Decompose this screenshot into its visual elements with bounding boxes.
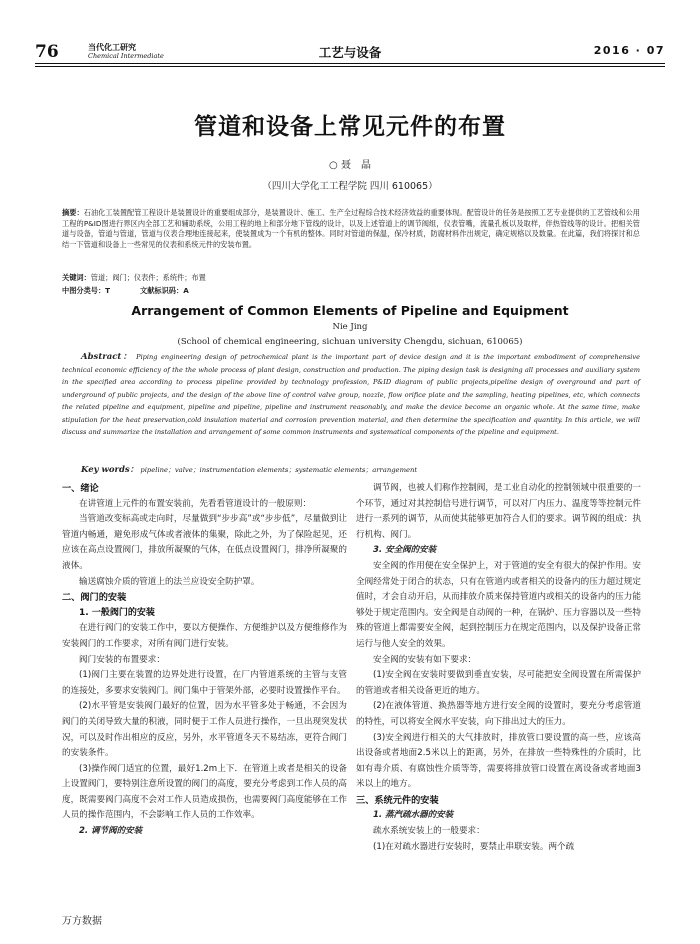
keywords-en: Key words： pipeline；valve；instrumentation elements；systematic elements；arrangement [81,465,418,475]
paragraph: 当管道改变标高或走向时，尽量做到“步步高”或“步步低”，尽量做到让管道内畅通，避免形成气体或者液体的集聚，除此之外，为了保险起见，还应该在高点设置阀门，排放所凝聚的气体，在低点设置阀门，排净所凝聚的液体。 [62,514,347,571]
page-number: 76 [35,42,59,62]
body-column-left [62,481,347,840]
journal-name-cn: 当代化工研究 [88,43,136,52]
paragraph: (3)安全阀进行相关的大气排放时，排放管口要设置的高一些，应该高出设备或者地面2.5米以上的距离，另外，在排放一些特殊性的介质时，比如有毒介质、有腐蚀性介质等等，需要将排放管口设置在离设备或者地面3米以上的地方。 [356,732,641,790]
paragraph: 在讲管道上元件的布置安装前，先看看管道设计的一般原则： [79,498,312,509]
abstract-en-text: Piping engineering design of petrochemical plant is the important part of device design and it is the important embodiment of comprehensive technical economic efficiency of the the whole process of plant design, construction and production. The piping design task is designing all processes and auxiliary system in the specified area according to process pipeline provided by technology profession, P&ID diagram of public projects,pipeline design of overground and part of underground of public projects, and the design of the above line of control valve group, nozzle, flow orifice plate and the sampling, heating pipelines, etc, which connects the related pipeline and equipment, pipeline and pipeline, pipeline and instrument reasonably, and make the device become an organic whole. At the same time, make stipulation for the heat preservation,cold insulation material and corrosion prevention material, and then determine the specification and quantity. In this article, we will discuss and summarize the installation and arrangement of some common instruments and systematical components of the pipeline and equipment. [62,353,640,436]
keywords-cn-text: 管道；阀门；仪表件；系统件；布置 [90,273,206,282]
header-rule-thin [35,66,665,67]
subheading-general-valve: 1. 一般阀门的安装 [79,607,155,618]
heading-valve-installation: 二、阀门的安装 [62,592,127,604]
paragraph: 阀门安装的布置要求： [79,654,165,665]
abstract-cn-label: 摘要： [62,208,84,217]
document-code-value: A [183,286,189,295]
author-cn: ○ 聂 晶 [329,160,371,171]
footer-watermark: 万方数据 [62,916,102,927]
paragraph: 调节阀，也被人们称作控制阀，是工业自动化的控制领域中很重要的一个环节，通过对其控制信号进行调节，可以对厂内压力、温度等等控制元件进行一系列的调节，从而使其能够更加符合人们的要求。调节阀的组成：执行机构、阀门。 [356,483,641,540]
paragraph: 安全阀的安装有如下要求： [373,654,477,665]
abstract-en: Abstract： Piping engineering design of petrochemical plant is the important part of device design and it is the important embodiment of comprehensive technical economic efficiency of the the whole process of plant design, construction and production. The piping design task is designing all processes and auxiliary system in the specified area according to process pipeline provided by technology profession, P&ID diagram of public projects,pipeline design of overground and part of underground of public projects, and the design of the above line of control valve group, nozzle, flow orifice plate and the sampling, heating pipelines, etc, which connects the related pipeline and equipment, pipeline and pipeline, pipeline and instrument reasonably, and make the device become an organic whole. At the same time, make stipulation for the heat preservation,cold insulation material and corrosion prevention material, and then determine the specification and quantity. In this article, we will discuss and summarize the installation and arrangement of some common instruments and systematical components of the pipeline and equipment. [62,352,640,436]
header-rule [35,63,665,64]
paragraph: (2)在液体管道、换热器等地方进行安全阀的设置时，要充分考虑管道的特性，可以将安全阀水平安装，向下排出过大的压力。 [356,701,641,727]
section-heading: 工艺与设备 [318,45,382,60]
paragraph: (1)阀门主要在装置的边界处进行设置，在厂内管道系统的主管与支管的连接处，多要求安装阀门。阀门集中于管架外部，必要时设置操作平台。 [62,670,347,696]
paragraph: (3)操作阀门适宜的位置，最好1.2m上下．在管道上或者是相关的设备上设置阀门，要特别注意所设置的阀门的高度，要充分考虑到工作人员的高度，既需要阀门高度不会对工作人员造成损伤，也需要阀门高度能够在工作人员的操作范围内，不会影响工作人员的工作效率。 [62,763,347,821]
abstract-cn [62,208,640,251]
author-en: Nie Jing [332,322,368,332]
subheading-steam-trap: 1. 蒸汽疏水器的安装 [373,810,454,821]
paragraph: 在进行阀门的安装工作中，要以方便操作、方便维护以及方便维修作为安装阀门的工作要求，对所有阀门进行安装。 [62,623,347,649]
subheading-safety-valve: 3. 安全阀的安装 [373,545,437,556]
paper-title-en: Arrangement of Common Elements of Pipeline and Equipment [131,303,569,318]
classification-value: T [105,286,111,295]
affiliation-cn: （四川大学化工工程学院 四川 610065） [262,181,438,192]
affiliation-en: (School of chemical engineering, sichuan university Chengdu, sichuan, 610065) [177,337,523,347]
heading-system-elements: 三、系统元件的安装 [356,794,439,806]
paragraph: (2)水平管是安装阀门最好的位置，因为水平管多处于畅通，不会因为阀门的关闭导致大量的积液，同时便于工作人员进行操作，一旦出现突发状况，可以及时作出相应的反应，另外，水平管道冬天不易结冻，更符合阀门的安装条件。 [62,701,347,759]
keywords-en-label: Key words [81,465,130,475]
journal-name-en: Chemical Intermediate [88,52,164,60]
abstract-cn-text: 石油化工装置配管工程设计是装置设计的重要组成部分，是装置设计、施工、生产全过程综合技术经济效益的重要体现。配管设计的任务是按照工艺专业提供的工艺管线和公用工程的P&ID图进行界区内全部工艺和辅助系统，公用工程的地上和部分地下管线的设计，以及上述管道上的调节阀组，仪表管嘴，流量孔板以及取样，伴热管线等的设计。把相关管道与设备，管道与管道，管道与仪表合理地连接起来，使装置成为一个有机的整体。同时对管道的保温，保冷材质，防腐材料作出规定，确定规格以及数量。在此篇，我们将探讨和总结一下管道和设备上一些常见的仪表和系统元件的安装布置。 [62,208,640,250]
paragraph: (1)安全阀在安装时要做到垂直安装，尽可能把安全阀设置在所需保护的管道或者相关设备更近的地方。 [356,670,641,696]
keywords-en-text: pipeline；valve；instrumentation elements；systematic elements；arrangement [140,466,418,474]
document-code-label: 文献标识码： [140,286,184,295]
classification-label: 中图分类号： [62,286,106,295]
issue-number: 2016 · 07 [593,44,665,57]
paragraph: (1)在对疏水器进行安装时，要禁止串联安装。两个疏 [373,841,575,852]
paper-title-cn: 管道和设备上常见元件的布置 [194,114,506,140]
classification [62,286,640,296]
paragraph: 安全阀的作用便在安全保护上，对于管道的安全有很大的保护作用。安全阀经常处于闭合的状态，只有在管道内或者相关的设备内的压力超过规定值时，才会自动开启，从而排放介质来保持管道内或相关的设备内的压力能够处于规定范围内。安全阀是自动阀的一种，在锅炉、压力容器以及一些特殊的管道上都需要安全阀，起到控制压力在规定范围内，以及保护设备正常运行与他人安全的效果。 [356,560,641,649]
subheading-control-valve: 2. 调节阀的安装 [79,826,143,837]
paragraph: 疏水系统安装上的一般要求： [373,826,485,837]
keywords-cn [62,273,640,283]
paragraph: 输送腐蚀介质的管道上的法兰应设安全防护罩。 [79,576,260,587]
body-column-right [356,481,641,855]
abstract-en-label: Abstract [81,352,122,362]
heading-introduction: 一、绪论 [62,483,99,494]
keywords-cn-label: 关键词： [62,273,91,282]
